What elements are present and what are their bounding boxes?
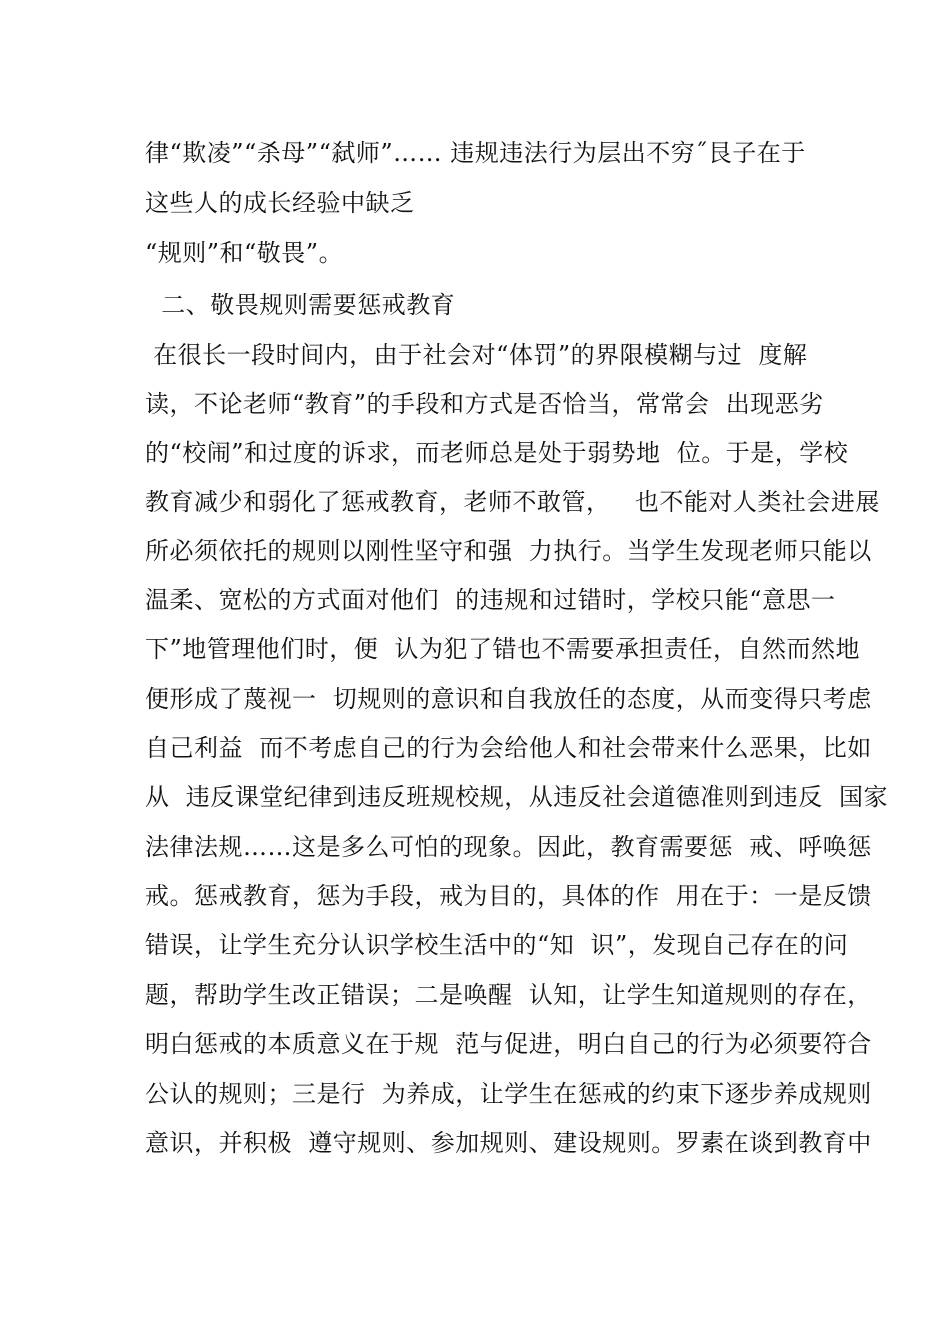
text-line: 在很长一段时间内，由于社会对“体罚”的界限模糊与过 度解 (145, 341, 808, 369)
text-line: 法律法规……这是多么可怕的现象。因此，教育需要惩 戒、呼唤惩 (145, 833, 872, 861)
text-line: 公认的规则；三是行 为养成，让学生在惩戒的约束下逐步养成规则 (145, 1080, 872, 1108)
text-line: 便形成了蔑视一 切规则的意识和自我放任的态度，从而变得只考虑 (145, 685, 872, 713)
text-line: 意识，并积极 遵守规则、参加规则、建设规则。罗素在谈到教育中 (145, 1129, 872, 1157)
text-line: 教育减少和弱化了惩戒教育，老师不敢管， 也不能对人类社会进展 (145, 488, 880, 516)
text-line: 明白惩戒的本质意义在于规 范与促进，明白自己的行为必须要符合 (145, 1030, 872, 1058)
text-line: 题，帮助学生改正错误；二是唤醒 认知，让学生知道规则的存在， (145, 981, 872, 1009)
text-line: 读，不论老师“教育”的手段和方式是否恰当，常常会 出现恶劣 (145, 390, 824, 418)
section-heading: 二、敬畏规则需要惩戒教育 (145, 291, 456, 319)
text-line: “规则”和“敬畏”。 (145, 239, 344, 267)
text-line: 律“欺凌”“杀母”“弑师”…… 违规违法行为层出不穷˝艮子在于 (145, 139, 806, 167)
text-line: 下”地管理他们时，便 认为犯了错也不需要承担责任，自然而然地 (145, 635, 861, 663)
text-line: 自己利益 而不考虑自己的行为会给他人和社会带来什么恶果，比如 (145, 734, 872, 762)
text-line: 错误，让学生充分认识学校生活中的“知 识”，发现自己存在的问 (145, 931, 849, 959)
text-line: 所必须依托的规则以刚性坚守和强 力执行。当学生发现老师只能以 (145, 537, 872, 565)
text-line: 温柔、宽松的方式面对他们 的违规和过错时，学校只能“意思一 (145, 586, 836, 614)
text-line: 戒。惩戒教育，惩为手段，戒为目的，具体的作 用在于：一是反馈 (145, 882, 872, 910)
text-line: 这些人的成长经验中缺乏 (145, 189, 415, 217)
text-line: 从 违反课堂纪律到违反班规校规，从违反社会道德准则到违反 国家 (145, 783, 889, 811)
text-line: 的“校闹”和过度的诉求，而老师总是处于弱势地 位。于是，学校 (145, 439, 849, 467)
